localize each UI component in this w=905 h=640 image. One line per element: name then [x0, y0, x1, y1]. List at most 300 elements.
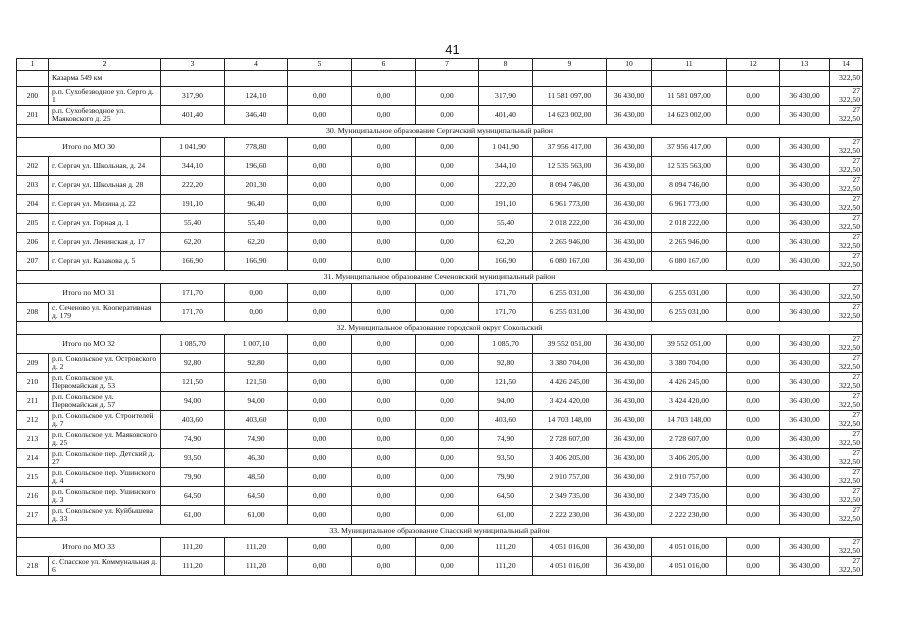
table-cell: 4 051 016,00	[652, 538, 727, 557]
table-cell: 39 552 051,00	[652, 335, 727, 354]
row-number-cell	[17, 71, 49, 87]
table-row	[17, 468, 863, 487]
address-cell: г. Сергач ул. Горная д. 1	[49, 214, 161, 233]
table-cell: 0,00	[727, 487, 780, 506]
table-row	[17, 373, 863, 392]
table-cell: 36 430,00	[607, 354, 652, 373]
section-row	[17, 322, 863, 335]
table-cell: 0,00	[416, 487, 479, 506]
table-cell: 36 430,00	[780, 87, 830, 106]
table-cell: 6 255 031,00	[652, 303, 727, 322]
table-cell: 0,00	[727, 214, 780, 233]
table-cell: 27 322,50	[830, 233, 863, 252]
table-row	[17, 87, 863, 106]
address-cell: г. Сергач ул. Школьная д. 28	[49, 176, 161, 195]
table-cell: 222,20	[479, 176, 533, 195]
table-cell: 92,80	[225, 354, 288, 373]
table-cell: 61,00	[225, 506, 288, 525]
table-cell: 36 430,00	[780, 138, 830, 157]
table-cell: 0,00	[352, 106, 416, 125]
table-cell: 14 703 148,00	[533, 411, 607, 430]
table-cell: 64,50	[225, 487, 288, 506]
table-cell: 36 430,00	[780, 195, 830, 214]
table-cell: 36 430,00	[780, 335, 830, 354]
row-number-cell: 216	[17, 487, 49, 506]
table-cell: 36 430,00	[607, 392, 652, 411]
table-row	[17, 392, 863, 411]
address-cell: г. Сергач ул. Казакова д. 5	[49, 252, 161, 271]
table-cell: 0,00	[288, 411, 352, 430]
row-number-cell: 206	[17, 233, 49, 252]
table-cell: 64,50	[161, 487, 225, 506]
address-cell: р.п. Сокольское ул. Маяковского д. 25	[49, 430, 161, 449]
table-cell: 36 430,00	[780, 506, 830, 525]
table-cell: 0,00	[352, 176, 416, 195]
table-cell: 0,00	[352, 449, 416, 468]
table-cell: 36 430,00	[607, 233, 652, 252]
table-cell: 2 222 230,00	[533, 506, 607, 525]
table-cell: 36 430,00	[780, 487, 830, 506]
table-cell: 55,40	[479, 214, 533, 233]
table-cell: 0,00	[352, 538, 416, 557]
table-cell: 322,50	[830, 71, 863, 87]
table-cell: 0,00	[416, 392, 479, 411]
address-cell: р.п. Сокольское пер. Ушинского д. 4	[49, 468, 161, 487]
table-cell: 222,20	[161, 176, 225, 195]
total-label: Итого по МО 32	[17, 335, 161, 354]
table-cell: 0,00	[416, 411, 479, 430]
address-cell: р.п. Сокольское ул. Первомайская д. 57	[49, 392, 161, 411]
table-row	[17, 557, 863, 576]
table-cell: 27 322,50	[830, 252, 863, 271]
table-cell: 36 430,00	[780, 233, 830, 252]
row-number-cell: 210	[17, 373, 49, 392]
table-cell: 36 430,00	[607, 138, 652, 157]
table-cell: 36 430,00	[607, 468, 652, 487]
table-cell: 0,00	[727, 335, 780, 354]
table-cell: 27 322,50	[830, 430, 863, 449]
table-cell: 8 094 746,00	[652, 176, 727, 195]
total-row	[17, 335, 863, 354]
section-row	[17, 525, 863, 538]
table-cell: 3 424 420,00	[652, 392, 727, 411]
column-number-header: 1	[17, 59, 49, 71]
table-cell: 0,00	[288, 392, 352, 411]
table-cell: 0,00	[727, 468, 780, 487]
table-cell: 27 322,50	[830, 176, 863, 195]
table-cell: 0,00	[288, 138, 352, 157]
table-cell: 0,00	[727, 233, 780, 252]
table-cell: 0,00	[352, 252, 416, 271]
table-cell	[607, 71, 652, 87]
table-cell: 0,00	[416, 303, 479, 322]
table-cell: 36 430,00	[780, 557, 830, 576]
table-cell: 3 380 704,00	[652, 354, 727, 373]
row-number-cell: 218	[17, 557, 49, 576]
table-cell: 0,00	[416, 252, 479, 271]
section-title: 30. Муниципальное образование Сергачский муниципальный район	[17, 125, 863, 138]
table-cell: 0,00	[352, 487, 416, 506]
table-cell: 166,90	[225, 252, 288, 271]
table-row	[17, 449, 863, 468]
table-cell: 0,00	[416, 106, 479, 125]
table-cell: 92,80	[161, 354, 225, 373]
table-cell: 2 728 607,00	[533, 430, 607, 449]
table-cell: 0,00	[352, 138, 416, 157]
table-cell: 6 961 773,00	[533, 195, 607, 214]
table-cell: 346,40	[225, 106, 288, 125]
table-cell: 0,00	[352, 373, 416, 392]
table-cell: 0,00	[288, 252, 352, 271]
table-cell: 36 430,00	[607, 284, 652, 303]
table-cell: 0,00	[352, 468, 416, 487]
table-cell: 36 430,00	[607, 335, 652, 354]
table-cell: 403,60	[479, 411, 533, 430]
table-cell: 121,50	[161, 373, 225, 392]
table-cell: 61,00	[161, 506, 225, 525]
table-cell: 403,60	[161, 411, 225, 430]
header-row	[17, 59, 863, 71]
table-cell: 36 430,00	[780, 176, 830, 195]
column-number-header: 6	[352, 59, 416, 71]
table-cell: 4 051 016,00	[533, 538, 607, 557]
table-cell	[780, 71, 830, 87]
row-number-cell: 205	[17, 214, 49, 233]
table-cell: 27 322,50	[830, 411, 863, 430]
table-cell: 0,00	[416, 157, 479, 176]
table-cell: 0,00	[352, 157, 416, 176]
table-cell: 74,90	[161, 430, 225, 449]
table-cell: 36 430,00	[607, 411, 652, 430]
table-cell: 1 041,90	[479, 138, 533, 157]
table-cell: 36 430,00	[780, 252, 830, 271]
table-cell: 2 349 735,00	[652, 487, 727, 506]
table-cell: 36 430,00	[780, 284, 830, 303]
table-cell: 36 430,00	[780, 468, 830, 487]
table-cell: 12 535 563,00	[652, 157, 727, 176]
total-row	[17, 284, 863, 303]
table-cell: 79,90	[479, 468, 533, 487]
table-cell: 36 430,00	[780, 449, 830, 468]
row-number-cell: 207	[17, 252, 49, 271]
table-cell	[652, 71, 727, 87]
table-cell: 3 406 205,00	[533, 449, 607, 468]
table-cell: 27 322,50	[830, 87, 863, 106]
table-cell: 0,00	[727, 138, 780, 157]
table-cell: 36 430,00	[780, 354, 830, 373]
table-cell: 0,00	[288, 468, 352, 487]
table-cell: 0,00	[416, 449, 479, 468]
table-cell: 27 322,50	[830, 487, 863, 506]
section-row	[17, 125, 863, 138]
table-cell: 36 430,00	[780, 392, 830, 411]
table-cell: 36 430,00	[607, 106, 652, 125]
table-cell: 2 018 222,00	[652, 214, 727, 233]
table-cell: 2 265 946,00	[533, 233, 607, 252]
table-cell: 74,90	[225, 430, 288, 449]
table-cell: 36 430,00	[607, 506, 652, 525]
table-row	[17, 430, 863, 449]
column-number-header: 8	[479, 59, 533, 71]
table-cell: 96,40	[225, 195, 288, 214]
table-cell: 27 322,50	[830, 468, 863, 487]
section-row	[17, 271, 863, 284]
section-title: 31. Муниципальное образование Сеченовский муниципальный район	[17, 271, 863, 284]
table-cell: 4 051 016,00	[533, 557, 607, 576]
table-cell: 0,00	[352, 303, 416, 322]
table-cell	[288, 71, 352, 87]
table-cell: 2 222 230,00	[652, 506, 727, 525]
table-cell: 27 322,50	[830, 335, 863, 354]
table-cell: 36 430,00	[780, 411, 830, 430]
table-cell: 0,00	[352, 392, 416, 411]
table-cell: 0,00	[288, 538, 352, 557]
table-row	[17, 71, 863, 87]
housing-register-table	[16, 58, 863, 576]
table-row	[17, 233, 863, 252]
total-row	[17, 538, 863, 557]
table-cell: 401,40	[161, 106, 225, 125]
table-cell: 0,00	[727, 449, 780, 468]
table-cell: 12 535 563,00	[533, 157, 607, 176]
table-cell: 0,00	[727, 354, 780, 373]
table-cell: 6 080 167,00	[652, 252, 727, 271]
table-cell: 0,00	[288, 557, 352, 576]
table-cell: 778,80	[225, 138, 288, 157]
table-cell	[727, 71, 780, 87]
table-cell: 0,00	[288, 87, 352, 106]
table-cell: 201,30	[225, 176, 288, 195]
table-cell: 2 910 757,00	[533, 468, 607, 487]
table-cell: 6 961 773,00	[652, 195, 727, 214]
table-cell: 0,00	[727, 195, 780, 214]
table-cell	[161, 71, 225, 87]
address-cell: р.п. Сухобезводное ул. Серго д. 1	[49, 87, 161, 106]
table-cell: 36 430,00	[780, 430, 830, 449]
table-cell: 2 910 757,00	[652, 468, 727, 487]
table-cell: 0,00	[288, 284, 352, 303]
table-cell: 191,10	[161, 195, 225, 214]
table-cell	[416, 71, 479, 87]
table-cell: 0,00	[288, 487, 352, 506]
table-cell: 36 430,00	[780, 373, 830, 392]
table-cell: 1 085,70	[161, 335, 225, 354]
table-cell	[533, 71, 607, 87]
table-row	[17, 303, 863, 322]
table-row	[17, 195, 863, 214]
column-number-header: 4	[225, 59, 288, 71]
table-cell: 0,00	[352, 430, 416, 449]
table-cell: 27 322,50	[830, 106, 863, 125]
column-number-header: 11	[652, 59, 727, 71]
table-cell: 171,70	[479, 303, 533, 322]
address-cell: р.п. Сокольское ул. Куйбышева д. 33	[49, 506, 161, 525]
table-row	[17, 106, 863, 125]
table-cell: 27 322,50	[830, 354, 863, 373]
total-label: Итого по МО 33	[17, 538, 161, 557]
row-number-cell: 201	[17, 106, 49, 125]
table-cell: 0,00	[416, 214, 479, 233]
table-cell: 0,00	[727, 87, 780, 106]
table-cell: 36 430,00	[607, 176, 652, 195]
table-cell: 74,90	[479, 430, 533, 449]
table-cell: 1 007,10	[225, 335, 288, 354]
row-number-cell: 214	[17, 449, 49, 468]
table-cell: 27 322,50	[830, 557, 863, 576]
table-cell: 0,00	[352, 506, 416, 525]
table-cell: 36 430,00	[607, 373, 652, 392]
table-cell: 0,00	[727, 303, 780, 322]
table-cell	[352, 71, 416, 87]
column-number-header: 9	[533, 59, 607, 71]
table-cell: 37 956 417,00	[533, 138, 607, 157]
address-cell: р.п. Сокольское пер. Ушинского д. 3	[49, 487, 161, 506]
table-cell: 27 322,50	[830, 138, 863, 157]
table-cell: 37 956 417,00	[652, 138, 727, 157]
table-cell: 3 380 704,00	[533, 354, 607, 373]
table-cell: 2 018 222,00	[533, 214, 607, 233]
table-cell: 0,00	[352, 233, 416, 252]
table-cell: 0,00	[727, 430, 780, 449]
table-cell: 27 322,50	[830, 195, 863, 214]
table-cell: 61,00	[479, 506, 533, 525]
table-cell: 111,20	[225, 538, 288, 557]
address-cell: г. Сергач ул. Мизина д. 22	[49, 195, 161, 214]
table-body	[17, 59, 863, 576]
address-cell: с. Спасское ул. Коммунальная д. 6	[49, 557, 161, 576]
table-cell: 36 430,00	[780, 106, 830, 125]
table-cell: 27 322,50	[830, 506, 863, 525]
column-number-header: 3	[161, 59, 225, 71]
table-cell: 3 424 420,00	[533, 392, 607, 411]
table-cell: 6 255 031,00	[533, 303, 607, 322]
table-cell: 36 430,00	[780, 303, 830, 322]
table-cell: 0,00	[416, 373, 479, 392]
row-number-cell: 213	[17, 430, 49, 449]
table-cell: 403,60	[225, 411, 288, 430]
page-number: 41	[445, 42, 460, 57]
table-cell: 4 426 245,00	[652, 373, 727, 392]
table-cell: 0,00	[727, 157, 780, 176]
table-cell: 111,20	[479, 538, 533, 557]
row-number-cell: 212	[17, 411, 49, 430]
column-number-header: 14	[830, 59, 863, 71]
table-cell: 0,00	[352, 87, 416, 106]
table-cell: 79,90	[161, 468, 225, 487]
table-cell	[479, 71, 533, 87]
address-cell: р.п. Сокольское ул. Строителей д. 7	[49, 411, 161, 430]
table-cell: 94,00	[225, 392, 288, 411]
table-cell: 111,20	[161, 538, 225, 557]
table-cell: 0,00	[727, 411, 780, 430]
total-label: Итого по МО 30	[17, 138, 161, 157]
row-number-cell: 200	[17, 87, 49, 106]
table-cell: 0,00	[352, 557, 416, 576]
table-cell: 93,50	[479, 449, 533, 468]
section-title: 32. Муниципальное образование городской округ Сокольский	[17, 322, 863, 335]
table-cell: 11 581 097,00	[533, 87, 607, 106]
table-cell: 27 322,50	[830, 303, 863, 322]
table-cell: 36 430,00	[607, 557, 652, 576]
table-cell: 0,00	[288, 373, 352, 392]
table-cell: 36 430,00	[607, 430, 652, 449]
table-cell: 6 080 167,00	[533, 252, 607, 271]
table-cell: 0,00	[416, 354, 479, 373]
table-cell: 0,00	[288, 354, 352, 373]
table-cell: 166,90	[161, 252, 225, 271]
table-cell: 0,00	[416, 335, 479, 354]
table-cell: 36 430,00	[607, 487, 652, 506]
table-cell: 1 041,90	[161, 138, 225, 157]
table-cell: 0,00	[352, 214, 416, 233]
row-number-cell: 202	[17, 157, 49, 176]
table-cell: 111,20	[479, 557, 533, 576]
row-number-cell: 203	[17, 176, 49, 195]
table-cell: 0,00	[352, 354, 416, 373]
table-cell: 0,00	[288, 157, 352, 176]
table-cell: 36 430,00	[607, 449, 652, 468]
table-cell: 344,10	[479, 157, 533, 176]
address-cell: р.п. Сокольское пер. Детский д. 27	[49, 449, 161, 468]
table-cell: 36 430,00	[607, 538, 652, 557]
table-cell: 0,00	[416, 557, 479, 576]
table-cell: 39 552 051,00	[533, 335, 607, 354]
column-number-header: 5	[288, 59, 352, 71]
table-cell: 401,40	[479, 106, 533, 125]
table-cell: 6 255 031,00	[533, 284, 607, 303]
table-cell: 171,70	[161, 284, 225, 303]
table-cell: 191,10	[479, 195, 533, 214]
table-cell: 0,00	[416, 233, 479, 252]
row-number-cell: 209	[17, 354, 49, 373]
address-cell: р.п. Сокольское ул. Первомайская д. 53	[49, 373, 161, 392]
table-row	[17, 252, 863, 271]
table-cell: 36 430,00	[607, 214, 652, 233]
table-cell: 0,00	[416, 430, 479, 449]
table-cell: 93,50	[161, 449, 225, 468]
table-cell: 0,00	[416, 138, 479, 157]
table-cell: 166,90	[479, 252, 533, 271]
table-cell: 27 322,50	[830, 373, 863, 392]
table-cell: 0,00	[288, 335, 352, 354]
column-number-header: 12	[727, 59, 780, 71]
table-cell: 36 430,00	[780, 157, 830, 176]
table-cell: 0,00	[416, 506, 479, 525]
total-row	[17, 138, 863, 157]
column-number-header: 2	[49, 59, 161, 71]
table-cell: 27 322,50	[830, 157, 863, 176]
table-row	[17, 487, 863, 506]
table-cell: 36 430,00	[780, 214, 830, 233]
table-cell: 0,00	[288, 195, 352, 214]
table-cell: 36 430,00	[607, 87, 652, 106]
table-cell: 344,10	[161, 157, 225, 176]
column-number-header: 13	[780, 59, 830, 71]
table-cell: 6 255 031,00	[652, 284, 727, 303]
table-cell: 0,00	[727, 392, 780, 411]
table-cell: 27 322,50	[830, 214, 863, 233]
table-cell: 14 623 002,00	[652, 106, 727, 125]
table-cell: 4 426 245,00	[533, 373, 607, 392]
table-cell: 0,00	[352, 284, 416, 303]
table-row	[17, 214, 863, 233]
table-cell: 317,90	[161, 87, 225, 106]
table-cell: 111,20	[161, 557, 225, 576]
table-cell: 0,00	[288, 449, 352, 468]
table-cell: 0,00	[416, 468, 479, 487]
table-cell: 27 322,50	[830, 392, 863, 411]
table-cell: 0,00	[416, 538, 479, 557]
